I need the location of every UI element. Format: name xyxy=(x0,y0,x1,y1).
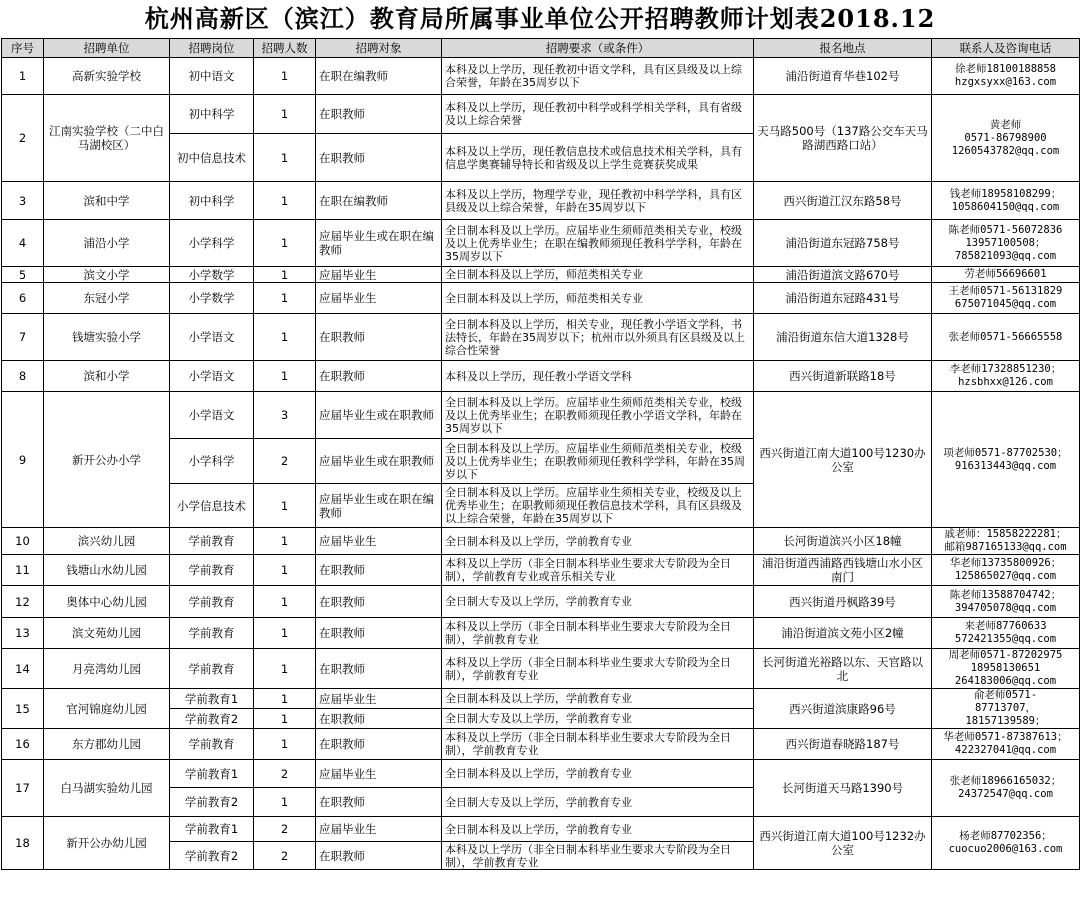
recruiting-unit: 东冠小学 xyxy=(44,283,170,314)
table-row xyxy=(2,283,1080,314)
post-name: 小学语文 xyxy=(170,361,254,392)
requirements: 全日制本科及以上学历，学前教育专业 xyxy=(442,689,754,709)
registration-location: 西兴街道江南大道100号1232办公室 xyxy=(754,817,932,870)
col-header-no: 序号 xyxy=(2,39,44,58)
post-name: 小学科学 xyxy=(170,220,254,267)
post-count: 2 xyxy=(254,817,316,842)
col-header-post: 招聘岗位 xyxy=(170,39,254,58)
registration-location: 西兴街道新联路18号 xyxy=(754,361,932,392)
recruitment-table xyxy=(1,38,1080,870)
row-number: 4 xyxy=(2,220,44,267)
post-count: 1 xyxy=(254,134,316,182)
post-count: 2 xyxy=(254,760,316,788)
row-number: 12 xyxy=(2,586,44,618)
table-row xyxy=(2,220,1080,267)
recruit-target: 在职在编教师 xyxy=(316,58,442,95)
row-number: 14 xyxy=(2,649,44,689)
requirements: 本科及以上学历，现任教信息技术或信息技术相关学科，具有信息学奥赛辅导特长和省级及以上学生竞赛获奖成果 xyxy=(442,134,754,182)
recruiting-unit: 奥体中心幼儿园 xyxy=(44,586,170,618)
recruiting-unit: 白马湖实验幼儿园 xyxy=(44,760,170,817)
post-name: 小学科学 xyxy=(170,439,254,484)
recruit-target: 在职教师 xyxy=(316,618,442,649)
requirements: 全日制本科及以上学历，学前教育专业 xyxy=(442,760,754,788)
post-count: 1 xyxy=(254,220,316,267)
contact-info: 黄老师 0571-86798900 1260543782@qq.com xyxy=(932,95,1080,182)
row-number: 8 xyxy=(2,361,44,392)
table-row xyxy=(2,760,1080,788)
contact-info: 华老师13735800926； 125865027@qq.com xyxy=(932,555,1080,586)
recruiting-unit: 滨文苑幼儿园 xyxy=(44,618,170,649)
post-name: 学前教育1 xyxy=(170,817,254,842)
post-count: 1 xyxy=(254,484,316,528)
requirements: 全日制本科及以上学历。应届毕业生须相关专业，校级及以上优秀毕业生；在职教师须现任教信息技术学科，具有区县级及以上综合荣誉，年龄在35周岁以下 xyxy=(442,484,754,528)
registration-location: 浦沿街道东冠路758号 xyxy=(754,220,932,267)
recruit-target: 在职教师 xyxy=(316,842,442,870)
requirements: 本科及以上学历（非全日制本科毕业生要求大专阶段为全日制），学前教育专业 xyxy=(442,729,754,760)
col-header-contact: 联系人及咨询电话 xyxy=(932,39,1080,58)
contact-info: 张老师0571-56665558 xyxy=(932,314,1080,361)
recruit-target: 在职教师 xyxy=(316,729,442,760)
table-row xyxy=(2,649,1080,689)
contact-info: 张老师18966165032； 24372547@qq.com xyxy=(932,760,1080,817)
recruit-target: 在职教师 xyxy=(316,361,442,392)
post-name: 小学数学 xyxy=(170,267,254,283)
recruiting-unit: 东方郡幼儿园 xyxy=(44,729,170,760)
requirements: 全日制大专及以上学历，学前教育专业 xyxy=(442,586,754,618)
recruit-target: 在职教师 xyxy=(316,649,442,689)
col-header-requirements: 招聘要求（或条件） xyxy=(442,39,754,58)
registration-location: 浦沿街道东冠路431号 xyxy=(754,283,932,314)
recruiting-unit: 钱塘实验小学 xyxy=(44,314,170,361)
post-count: 1 xyxy=(254,586,316,618)
recruiting-unit: 滨和中学 xyxy=(44,182,170,220)
row-number: 11 xyxy=(2,555,44,586)
row-number: 10 xyxy=(2,528,44,555)
recruit-target: 应届毕业生 xyxy=(316,267,442,283)
table-row xyxy=(2,586,1080,618)
table-row xyxy=(2,314,1080,361)
table-row xyxy=(2,95,1080,134)
registration-location: 天马路500号（137路公交车天马路湖西路口站） xyxy=(754,95,932,182)
row-number: 9 xyxy=(2,392,44,528)
contact-info: 戚老师：15858222281； 邮箱987165133@qq.com xyxy=(932,528,1080,555)
col-header-count: 招聘人数 xyxy=(254,39,316,58)
post-name: 学前教育 xyxy=(170,555,254,586)
contact-info: 周老师0571-87202975 18958130651 264183006@qq.com xyxy=(932,649,1080,689)
recruit-target: 应届毕业生或在职在编教师 xyxy=(316,484,442,528)
post-name: 初中信息技术 xyxy=(170,134,254,182)
requirements: 全日制本科及以上学历，学前教育专业 xyxy=(442,528,754,555)
registration-location: 浦沿街道育华巷102号 xyxy=(754,58,932,95)
requirements: 本科及以上学历（非全日制本科毕业生要求大专阶段为全日制），学前教育专业 xyxy=(442,618,754,649)
registration-location: 浦沿街道滨文苑小区2幢 xyxy=(754,618,932,649)
contact-info: 徐老师18100188858 hzgxsyxx@163.com xyxy=(932,58,1080,95)
recruiting-unit: 浦沿小学 xyxy=(44,220,170,267)
table-row xyxy=(2,618,1080,649)
recruiting-unit: 滨和小学 xyxy=(44,361,170,392)
row-number: 17 xyxy=(2,760,44,817)
contact-info: 俞老师0571- 87713707，18157139589； xyxy=(932,689,1080,729)
recruit-target: 在职教师 xyxy=(316,555,442,586)
requirements: 本科及以上学历（非全日制本科毕业生要求大专阶段为全日制），学前教育专业或音乐相关专业 xyxy=(442,555,754,586)
table-row xyxy=(2,392,1080,439)
post-count: 1 xyxy=(254,709,316,729)
registration-location: 西兴街道江汉东路58号 xyxy=(754,182,932,220)
post-name: 小学语文 xyxy=(170,392,254,439)
post-name: 小学数学 xyxy=(170,283,254,314)
post-count: 1 xyxy=(254,618,316,649)
table-row xyxy=(2,817,1080,842)
post-name: 学前教育1 xyxy=(170,760,254,788)
col-header-unit: 招聘单位 xyxy=(44,39,170,58)
contact-info: 李老师17328851230； hzsbhxx@126.com xyxy=(932,361,1080,392)
post-count: 1 xyxy=(254,649,316,689)
post-name: 小学信息技术 xyxy=(170,484,254,528)
post-name: 学前教育1 xyxy=(170,689,254,709)
recruiting-unit: 江南实验学校（二中白马湖校区） xyxy=(44,95,170,182)
registration-location: 长河街道滨兴小区18幢 xyxy=(754,528,932,555)
post-name: 学前教育 xyxy=(170,649,254,689)
post-count: 1 xyxy=(254,95,316,134)
recruiting-unit: 月亮湾幼儿园 xyxy=(44,649,170,689)
row-number: 2 xyxy=(2,95,44,182)
row-number: 7 xyxy=(2,314,44,361)
table-row xyxy=(2,729,1080,760)
table-row xyxy=(2,689,1080,709)
table-header-row xyxy=(2,39,1080,58)
requirements: 全日制本科及以上学历，相关专业，现任教小学语文学科，书法特长，年龄在35周岁以下；杭州市以外须具有区县级及以上综合性荣誉 xyxy=(442,314,754,361)
post-count: 1 xyxy=(254,283,316,314)
registration-location: 浦沿街道西浦路西钱塘山水小区南门 xyxy=(754,555,932,586)
row-number: 1 xyxy=(2,58,44,95)
requirements: 本科及以上学历，现任教初中语文学科，具有区县级及以上综合荣誉，年龄在35周岁以下 xyxy=(442,58,754,95)
requirements: 全日制本科及以上学历，学前教育专业 xyxy=(442,817,754,842)
requirements: 全日制本科及以上学历。应届毕业生须师范类相关专业，校级及以上优秀毕业生；在职教师须现任教科学学科，年龄在35周岁以下 xyxy=(442,439,754,484)
post-name: 学前教育2 xyxy=(170,842,254,870)
table-row xyxy=(2,267,1080,283)
recruit-target: 在职在编教师 xyxy=(316,182,442,220)
post-count: 1 xyxy=(254,314,316,361)
requirements: 全日制大专及以上学历，学前教育专业 xyxy=(442,788,754,817)
recruit-target: 应届毕业生 xyxy=(316,283,442,314)
requirements: 本科及以上学历，物理学专业，现任教初中科学学科，具有区县级及以上综合荣誉，年龄在35周岁以下 xyxy=(442,182,754,220)
contact-info: 杨老师87702356； cuocuo2006@163.com xyxy=(932,817,1080,870)
row-number: 6 xyxy=(2,283,44,314)
contact-info: 王老师0571-56131829 675071045@qq.com xyxy=(932,283,1080,314)
col-header-target: 招聘对象 xyxy=(316,39,442,58)
table-row xyxy=(2,58,1080,95)
post-count: 1 xyxy=(254,267,316,283)
recruit-target: 应届毕业生 xyxy=(316,817,442,842)
recruit-target: 应届毕业生或在职在编教师 xyxy=(316,220,442,267)
post-count: 1 xyxy=(254,361,316,392)
row-number: 15 xyxy=(2,689,44,729)
recruit-target: 在职教师 xyxy=(316,314,442,361)
registration-location: 西兴街道滨康路96号 xyxy=(754,689,932,729)
row-number: 13 xyxy=(2,618,44,649)
recruit-target: 应届毕业生或在职教师 xyxy=(316,392,442,439)
recruiting-unit: 新开公办小学 xyxy=(44,392,170,528)
recruit-target: 应届毕业生 xyxy=(316,760,442,788)
post-name: 学前教育 xyxy=(170,586,254,618)
post-count: 3 xyxy=(254,392,316,439)
recruiting-unit: 新开公办幼儿园 xyxy=(44,817,170,870)
recruiting-unit: 滨文小学 xyxy=(44,267,170,283)
requirements: 全日制本科及以上学历。应届毕业生须师范类相关专业，校级及以上优秀毕业生；在职在编教师须现任教科学学科，年龄在35周岁以下 xyxy=(442,220,754,267)
post-name: 学前教育2 xyxy=(170,709,254,729)
table-row xyxy=(2,361,1080,392)
contact-info: 劳老师56696601 xyxy=(932,267,1080,283)
recruit-target: 在职教师 xyxy=(316,95,442,134)
table-row xyxy=(2,555,1080,586)
post-count: 2 xyxy=(254,842,316,870)
contact-info: 项老师0571-87702530； 916313443@qq.com xyxy=(932,392,1080,528)
registration-location: 西兴街道江南大道100号1230办公室 xyxy=(754,392,932,528)
page-title: 杭州高新区（滨江）教育局所属事业单位公开招聘教师计划表2018.12 xyxy=(144,4,936,33)
post-name: 初中语文 xyxy=(170,58,254,95)
post-name: 学前教育 xyxy=(170,729,254,760)
post-name: 初中科学 xyxy=(170,95,254,134)
requirements: 全日制大专及以上学历，学前教育专业 xyxy=(442,709,754,729)
recruiting-unit: 钱塘山水幼儿园 xyxy=(44,555,170,586)
contact-info: 来老师87760633 572421355@qq.com xyxy=(932,618,1080,649)
contact-info: 陈老师0571-56072836 13957100508； 785821093@qq.com xyxy=(932,220,1080,267)
contact-info: 陈老师13588704742； 394705078@qq.com xyxy=(932,586,1080,618)
recruit-target: 应届毕业生或在职教师 xyxy=(316,439,442,484)
requirements: 本科及以上学历，现任教小学语文学科 xyxy=(442,361,754,392)
contact-info: 华老师0571-87387613； 422327041@qq.com xyxy=(932,729,1080,760)
requirements: 全日制本科及以上学历，师范类相关专业 xyxy=(442,283,754,314)
row-number: 3 xyxy=(2,182,44,220)
post-count: 1 xyxy=(254,788,316,817)
registration-location: 长河街道天马路1390号 xyxy=(754,760,932,817)
table-row xyxy=(2,528,1080,555)
recruit-target: 在职教师 xyxy=(316,709,442,729)
registration-location: 西兴街道春晓路187号 xyxy=(754,729,932,760)
recruiting-unit: 滨兴幼儿园 xyxy=(44,528,170,555)
row-number: 18 xyxy=(2,817,44,870)
post-name: 学前教育 xyxy=(170,528,254,555)
post-count: 1 xyxy=(254,182,316,220)
registration-location: 长河街道光裕路以东、天官路以北 xyxy=(754,649,932,689)
registration-location: 浦沿街道滨文路670号 xyxy=(754,267,932,283)
registration-location: 浦沿街道东信大道1328号 xyxy=(754,314,932,361)
post-name: 学前教育2 xyxy=(170,788,254,817)
recruiting-unit: 高新实验学校 xyxy=(44,58,170,95)
recruit-target: 在职教师 xyxy=(316,788,442,817)
post-count: 1 xyxy=(254,689,316,709)
requirements: 全日制本科及以上学历，师范类相关专业 xyxy=(442,267,754,283)
contact-info: 钱老师18958108299； 1058604150@qq.com xyxy=(932,182,1080,220)
row-number: 16 xyxy=(2,729,44,760)
post-name: 初中科学 xyxy=(170,182,254,220)
post-count: 2 xyxy=(254,439,316,484)
post-count: 1 xyxy=(254,528,316,555)
post-count: 1 xyxy=(254,555,316,586)
table-row xyxy=(2,182,1080,220)
recruit-target: 应届毕业生 xyxy=(316,689,442,709)
recruit-target: 应届毕业生 xyxy=(316,528,442,555)
recruit-target: 在职教师 xyxy=(316,586,442,618)
requirements: 全日制本科及以上学历。应届毕业生须师范类相关专业，校级及以上优秀毕业生；在职教师须现任教小学语文学科，年龄在35周岁以下 xyxy=(442,392,754,439)
recruiting-unit: 官河锦庭幼儿园 xyxy=(44,689,170,729)
registration-location: 西兴街道丹枫路39号 xyxy=(754,586,932,618)
requirements: 本科及以上学历，现任教初中科学或科学相关学科，具有省级及以上综合荣誉 xyxy=(442,95,754,134)
requirements: 本科及以上学历（非全日制本科毕业生要求大专阶段为全日制），学前教育专业 xyxy=(442,842,754,870)
post-count: 1 xyxy=(254,729,316,760)
row-number: 5 xyxy=(2,267,44,283)
recruit-target: 在职教师 xyxy=(316,134,442,182)
post-count: 1 xyxy=(254,58,316,95)
requirements: 本科及以上学历（非全日制本科毕业生要求大专阶段为全日制），学前教育专业 xyxy=(442,649,754,689)
post-name: 小学语文 xyxy=(170,314,254,361)
col-header-location: 报名地点 xyxy=(754,39,932,58)
post-name: 学前教育 xyxy=(170,618,254,649)
